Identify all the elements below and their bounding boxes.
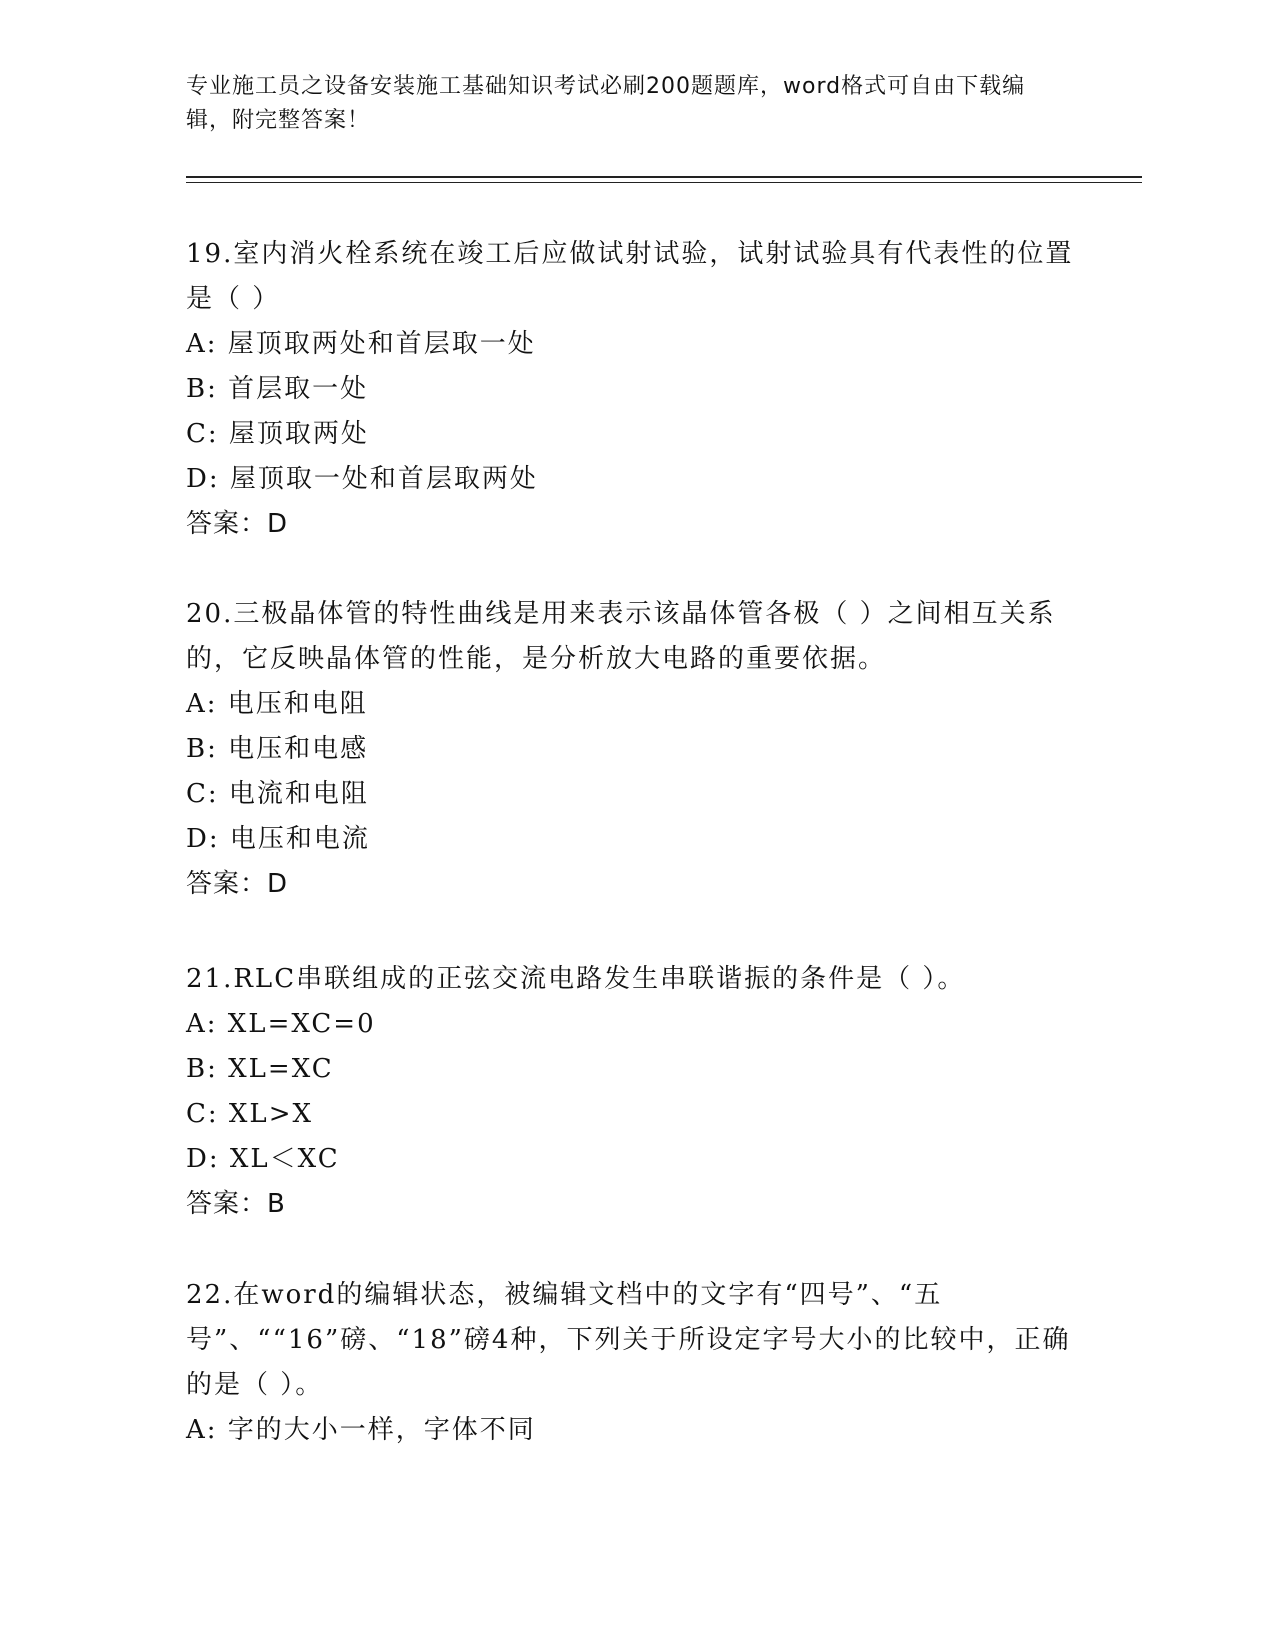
option-a: A: 屋顶取两处和首层取一处 xyxy=(186,329,536,359)
option-b: B: 首层取一处 xyxy=(186,374,369,404)
option-b: B: 电压和电感 xyxy=(186,734,369,764)
question-20 xyxy=(186,592,1086,907)
option-a: A: 电压和电阻 xyxy=(186,689,368,719)
option-d: D: 屋顶取一处和首层取两处 xyxy=(186,464,538,494)
header-title: 专业施工员之设备安装施工基础知识考试必刷200题题库，word格式可自由下载编辑，附完整答案！ xyxy=(186,74,1026,133)
header-divider-thin xyxy=(186,182,1142,183)
answer: 答案：D xyxy=(186,509,289,539)
option-a: A: 字的大小一样，字体不同 xyxy=(186,1415,536,1445)
option-b: B: XL=XC xyxy=(186,1054,334,1084)
question-stem: 19.室内消火栓系统在竣工后应做试射试验，试射试验具有代表性的位置是（ ） xyxy=(186,239,1074,314)
question-stem: 21.RLC串联组成的正弦交流电路发生串联谐振的条件是（ ）。 xyxy=(186,964,966,994)
option-c: C: 电流和电阻 xyxy=(186,779,369,809)
question-22 xyxy=(186,1273,1086,1453)
option-c: C: XL>X xyxy=(186,1099,313,1129)
answer: 答案：D xyxy=(186,869,289,899)
question-21 xyxy=(186,957,1086,1227)
option-a: A: XL=XC=0 xyxy=(186,1009,376,1039)
question-stem: 20.三极晶体管的特性曲线是用来表示该晶体管各极（ ）之间相互关系的，它反映晶体管的性能，是分析放大电路的重要依据。 xyxy=(186,599,1056,674)
answer: 答案：B xyxy=(186,1189,286,1219)
question-19 xyxy=(186,232,1086,547)
header-divider xyxy=(186,176,1142,178)
option-d: D: 电压和电流 xyxy=(186,824,370,854)
option-c: C: 屋顶取两处 xyxy=(186,419,369,449)
page-header xyxy=(186,70,1066,138)
question-stem: 22.在word的编辑状态，被编辑文档中的文字有“四号”、“五号”、““16”磅、“18”磅4种，下列关于所设定字号大小的比较中，正确的是（ ）。 xyxy=(186,1280,1071,1400)
option-d: D: XL＜XC xyxy=(186,1144,340,1174)
